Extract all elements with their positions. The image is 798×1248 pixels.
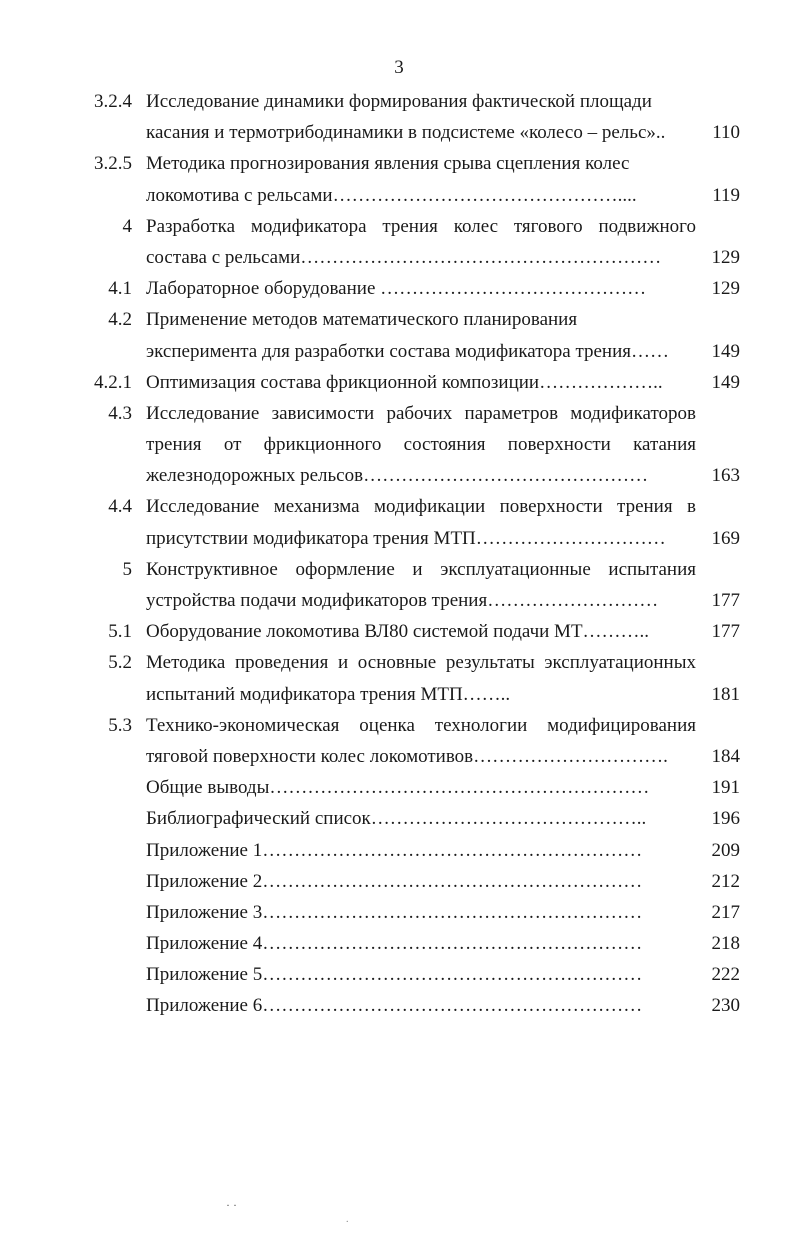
toc-entry bbox=[0, 460, 798, 491]
toc-entry-title: Приложение 5…………………………………………………… bbox=[146, 964, 643, 986]
toc-entry-title: Приложение 3…………………………………………………… bbox=[146, 901, 643, 923]
toc-entry-title: Применение методов математического планирования bbox=[146, 309, 578, 331]
toc-page-number: 149 bbox=[711, 371, 740, 393]
toc-section-number: 4 bbox=[122, 215, 132, 237]
toc-section-number: 5.1 bbox=[108, 621, 132, 643]
toc-entry-title: Оборудование локомотива ВЛ80 системой подачи МТ……….. bbox=[146, 621, 650, 643]
toc-entry bbox=[0, 928, 798, 959]
toc-page-number: 218 bbox=[711, 933, 740, 955]
toc-entry bbox=[0, 242, 798, 273]
toc-entry bbox=[0, 835, 798, 866]
toc-entry bbox=[0, 304, 798, 335]
scan-speck: · · bbox=[226, 1198, 237, 1212]
toc-entry bbox=[0, 117, 798, 148]
toc-section-number: 4.2 bbox=[108, 309, 132, 331]
toc-page-number: 196 bbox=[711, 808, 740, 830]
toc-page-number: 163 bbox=[711, 465, 740, 487]
toc-section-number: 4.3 bbox=[108, 402, 132, 424]
toc-entry bbox=[0, 647, 798, 678]
toc-page-number: 181 bbox=[711, 683, 740, 705]
toc-entry bbox=[0, 772, 798, 803]
toc-entry-title: Разработка модификатора трения колес тягового подвижного bbox=[146, 215, 696, 237]
toc-entry bbox=[0, 491, 798, 522]
toc-section-number: 3.2.4 bbox=[94, 91, 132, 112]
toc-page-number: 184 bbox=[711, 745, 740, 767]
toc-section-number: 4.2.1 bbox=[94, 371, 132, 393]
toc-entry bbox=[0, 86, 798, 117]
toc-page-number: 222 bbox=[711, 964, 740, 986]
toc-entry-title: Общие выводы…………………………………………………… bbox=[146, 777, 650, 799]
toc-entry bbox=[0, 148, 798, 179]
toc-entry bbox=[0, 866, 798, 897]
toc-page-number: 230 bbox=[711, 995, 740, 1017]
toc-entry bbox=[0, 273, 798, 304]
toc-entry-title: присутствии модификатора трения МТП………………………… bbox=[146, 527, 666, 549]
toc-entry bbox=[0, 211, 798, 242]
toc-entry-title: Методика проведения и основные результаты эксплуатационных bbox=[146, 652, 696, 674]
toc-page-number: 191 bbox=[711, 777, 740, 799]
toc-entry-title: Исследование динамики формирования фактической площади bbox=[146, 91, 652, 112]
toc-page-number: 177 bbox=[711, 590, 740, 611]
toc-page-number: 129 bbox=[711, 278, 740, 300]
toc-entry bbox=[0, 336, 798, 367]
toc-page-number: 129 bbox=[711, 246, 740, 268]
toc-entry-title: испытаний модификатора трения МТП…….. bbox=[146, 683, 511, 705]
toc-page-number: 217 bbox=[711, 901, 740, 923]
toc-section-number: 4.4 bbox=[108, 496, 132, 518]
toc-entry-title: Приложение 1…………………………………………………… bbox=[146, 839, 643, 861]
toc-entry bbox=[0, 616, 798, 647]
toc-entry bbox=[0, 897, 798, 928]
toc-page-number: 119 bbox=[712, 184, 740, 206]
toc-page-number: 169 bbox=[711, 527, 740, 549]
toc-entry-title: железнодорожных рельсов……………………………………… bbox=[146, 465, 649, 487]
toc-entry bbox=[0, 367, 798, 398]
toc-section-number: 3.2.5 bbox=[94, 153, 132, 175]
toc-entry-title: тяговой поверхности колес локомотивов…………………………. bbox=[146, 745, 668, 767]
toc-entry bbox=[0, 741, 798, 772]
toc-entry bbox=[0, 523, 798, 554]
toc-entry-title: локомотива с рельсами……………………………………….... bbox=[146, 184, 637, 206]
toc-entry bbox=[0, 679, 798, 710]
toc-entry bbox=[0, 710, 798, 741]
toc-page-number: 177 bbox=[711, 621, 740, 643]
toc-section-number: 4.1 bbox=[108, 278, 132, 300]
toc-entry bbox=[0, 803, 798, 834]
toc-entry-title: Конструктивное оформление и эксплуатационные испытания bbox=[146, 558, 696, 580]
toc-entry bbox=[0, 554, 798, 585]
toc-entry-title: Библиографический список…………………………………….. bbox=[146, 808, 647, 830]
toc-entry-title: устройства подачи модификаторов трения……………………… bbox=[146, 590, 659, 611]
toc-section-number: 5.3 bbox=[108, 714, 132, 736]
toc-entry-title: Приложение 2…………………………………………………… bbox=[146, 870, 643, 892]
toc-entry-title: Приложение 4…………………………………………………… bbox=[146, 933, 643, 955]
toc-page-number: 110 bbox=[712, 122, 740, 144]
toc-entry-title: трения от фрикционного состояния поверхности катания bbox=[146, 434, 696, 456]
toc-entry-title: состава с рельсами………………………………………………… bbox=[146, 246, 662, 268]
toc-entry-title: Исследование механизма модификации поверхности трения в bbox=[146, 496, 696, 518]
toc-entry-title: Приложение 6…………………………………………………… bbox=[146, 995, 643, 1017]
scan-speck: . bbox=[346, 1214, 349, 1225]
toc-page-number: 209 bbox=[711, 839, 740, 861]
toc-page-number: 212 bbox=[711, 870, 740, 892]
toc-entry-title: эксперимента для разработки состава модификатора трения…… bbox=[146, 340, 670, 362]
page-number: 3 bbox=[394, 57, 404, 78]
toc-entry bbox=[0, 398, 798, 429]
toc-entry bbox=[0, 429, 798, 460]
toc-entry bbox=[0, 585, 798, 616]
toc-entry-title: Методика прогнозирования явления срыва сцепления колес bbox=[146, 153, 630, 175]
toc-section-number: 5.2 bbox=[108, 652, 132, 674]
toc-entry bbox=[0, 990, 798, 1021]
toc-entry-title: Оптимизация состава фрикционной композиции……………….. bbox=[146, 371, 663, 393]
table-of-contents bbox=[0, 86, 798, 1022]
toc-section-number: 5 bbox=[122, 558, 132, 580]
toc-entry bbox=[0, 180, 798, 211]
toc-entry bbox=[0, 959, 798, 990]
toc-entry-title: Исследование зависимости рабочих параметров модификаторов bbox=[146, 402, 696, 424]
toc-entry-title: Технико-экономическая оценка технологии модифицирования bbox=[146, 714, 696, 736]
toc-entry-title: касания и термотрибодинамики в подсистеме «колесо – рельс».. bbox=[146, 122, 666, 144]
toc-page-number: 149 bbox=[711, 340, 740, 362]
toc-entry-title: Лабораторное оборудование …………………………………… bbox=[146, 278, 647, 300]
